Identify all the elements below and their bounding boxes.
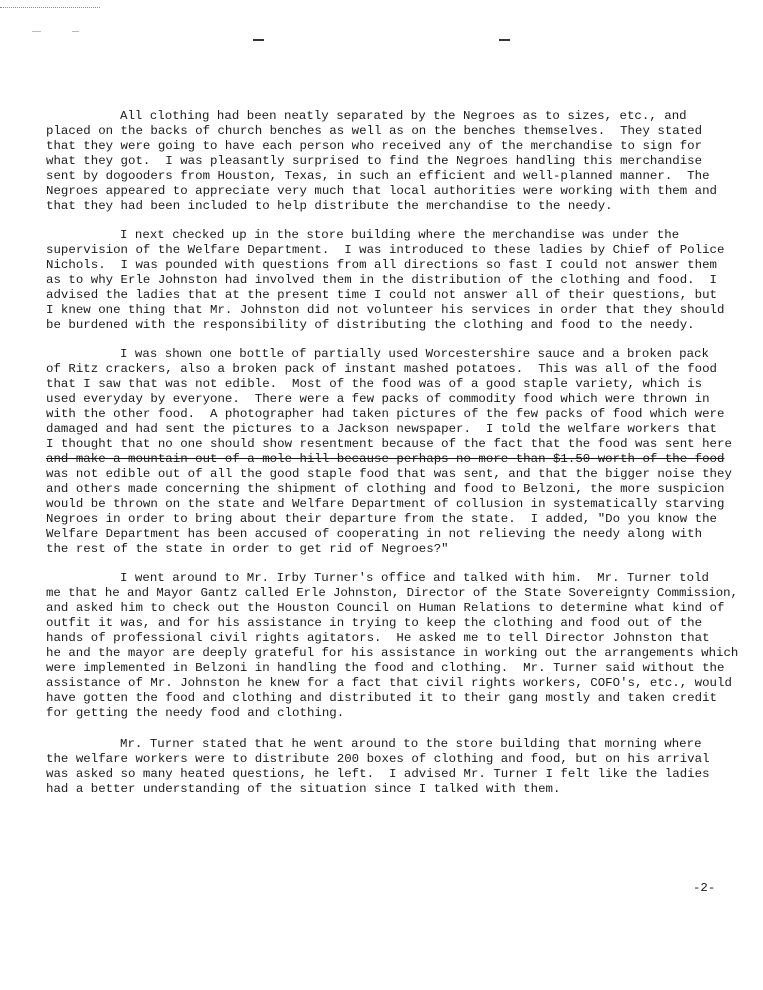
text-line: Welfare Department has been accused of cooperating in not relieving the needy along with — [46, 527, 703, 541]
text-line: that they were going to have each person who received any of the merchandise to sign for — [46, 139, 703, 153]
text-line: Mr. Turner stated that he went around to the store building that morning where — [120, 737, 702, 751]
text-line: used everyday by everyone. There were a few packs of commodity food which were thrown in — [46, 392, 710, 406]
text-line: I went around to Mr. Irby Turner's office and talked with him. Mr. Turner told — [120, 571, 709, 585]
text-line: hands of professional civil rights agitators. He asked me to tell Director Johnston that — [46, 631, 710, 645]
text-line: have gotten the food and clothing and distributed it to their gang mostly and taken credit — [46, 691, 718, 705]
hole-punch-mark — [253, 39, 264, 41]
text-line: as to why Erle Johnston had involved them in the distribution of the clothing and food. I — [46, 273, 718, 287]
text-line: Nichols. I was pounded with questions from all directions so fast I could not answer them — [46, 258, 718, 272]
text-line: I was shown one bottle of partially used Worcestershire sauce and a broken pack — [120, 347, 709, 361]
text-line: would be thrown on the state and Welfare Department of collusion in systematically starving — [46, 497, 725, 511]
perforation-dots — [0, 7, 100, 8]
text-line: me that he and Mayor Gantz called Erle Johnston, Director of the State Sovereignty Commission, — [46, 586, 738, 600]
text-line: with the other food. A photographer had taken pictures of the few packs of food which were — [46, 407, 725, 421]
text-line: was asked so many heated questions, he left. I advised Mr. Turner I felt like the ladies — [46, 767, 710, 781]
text-line: and asked him to check out the Houston Council on Human Relations to determine what kind of — [46, 601, 725, 615]
text-line: Negroes in order to bring about their departure from the state. I added, "Do you know the — [46, 512, 718, 526]
scan-mark — [72, 31, 79, 32]
text-line: that I saw that was not edible. Most of the food was of a good staple variety, which is — [46, 377, 703, 391]
text-line: be burdened with the responsibility of distributing the clothing and food to the needy. — [46, 318, 695, 332]
text-line: sent by dogooders from Houston, Texas, in such an efficient and well-planned manner. The — [46, 169, 710, 183]
text-line: he and the mayor are deeply grateful for his assistance in working out the arrangements which — [46, 646, 739, 660]
text-line: All clothing had been neatly separated by the Negroes as to sizes, etc., and — [120, 109, 687, 123]
text-line: placed on the backs of church benches as well as on the benches themselves. They stated — [46, 124, 703, 138]
text-line: I knew one thing that Mr. Johnston did not volunteer his services in order that they should — [46, 303, 725, 317]
hole-punch-mark — [499, 39, 510, 41]
text-line: I next checked up in the store building where the merchandise was under the — [120, 228, 680, 242]
text-line: had a better understanding of the situation since I talked with them. — [46, 782, 561, 796]
text-line: I thought that no one should show resentment because of the fact that the food was sent here — [46, 437, 732, 451]
scan-mark — [32, 31, 41, 32]
text-line: was not edible out of all the good staple food that was sent, and that the bigger noise they — [46, 467, 732, 481]
text-line: Negroes appeared to appreciate very much that local authorities were working with them and — [46, 184, 718, 198]
text-line: what they got. I was pleasantly surprised to find the Negroes handling this merchandise — [46, 154, 703, 168]
text-line: the welfare workers were to distribute 200 boxes of clothing and food, but on his arrival — [46, 752, 710, 766]
page-number: -2- — [693, 881, 716, 895]
text-line: supervision of the Welfare Department. I was introduced to these ladies by Chief of Police — [46, 243, 725, 257]
text-line: that they had been included to help distribute the merchandise to the needy. — [46, 199, 613, 213]
text-line: advised the ladies that at the present time I could not answer all of their questions, but — [46, 288, 718, 302]
text-line: damaged and had sent the pictures to a Jackson newspaper. I told the welfare workers that — [46, 422, 718, 436]
text-line: for getting the needy food and clothing. — [46, 706, 345, 720]
text-line: were implemented in Belzoni in handling the food and clothing. Mr. Turner said without the — [46, 661, 725, 675]
text-line: the rest of the state in order to get rid of Negroes?" — [46, 542, 449, 556]
text-line: outfit it was, and for his assistance in trying to keep the clothing and food out of the — [46, 616, 703, 630]
text-line: assistance of Mr. Johnston he knew for a fact that civil rights workers, COFO's, etc., would — [46, 676, 732, 690]
text-line: of Ritz crackers, also a broken pack of instant mashed potatoes. This was all of the food — [46, 362, 718, 376]
text-line: and others made concerning the shipment of clothing and food to Belzoni, the more suspicion — [46, 482, 725, 496]
struck-through-line: and make a mountain out of a mole hill because perhaps no more than $1.50 worth of the food — [46, 452, 725, 466]
